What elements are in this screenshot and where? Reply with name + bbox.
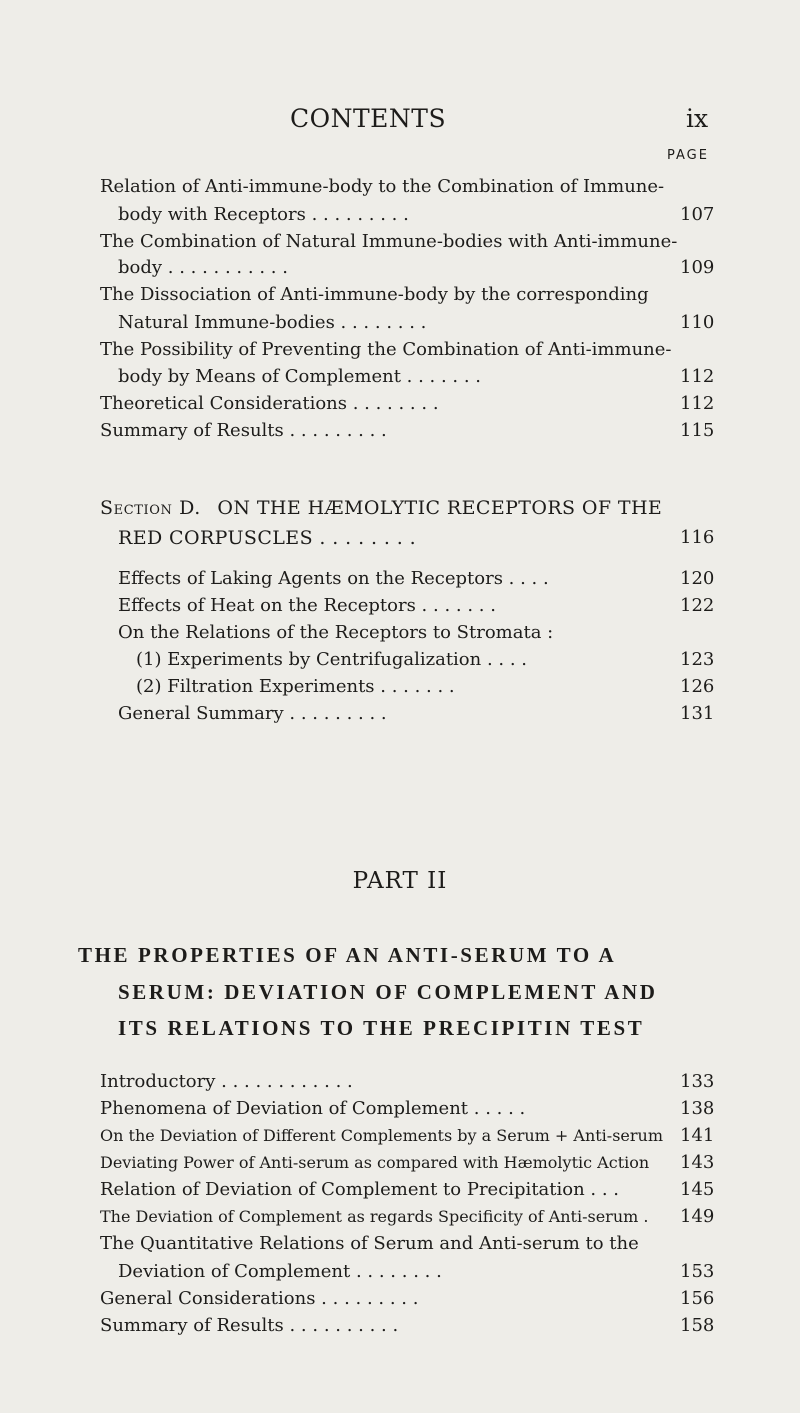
toc-entry-text: Effects of Laking Agents on the Receptors . . . . — [118, 568, 549, 589]
toc-entry-text: body . . . . . . . . . . . — [118, 257, 288, 278]
toc-entry-text: The Possibility of Preventing the Combination of Anti-immune- — [100, 339, 672, 360]
toc-entry-text: Natural Immune-bodies . . . . . . . . — [118, 312, 427, 333]
toc-entry-text: The Quantitative Relations of Serum and Anti-serum to the — [100, 1233, 639, 1254]
section-title-line1: ON THE HÆMOLYTIC RECEPTORS OF THE — [217, 497, 663, 519]
toc-entry-text: Theoretical Considerations . . . . . . . . — [100, 393, 439, 414]
toc-entry-text: Introductory . . . . . . . . . . . . — [100, 1071, 353, 1092]
page-title: CONTENTS — [290, 104, 447, 133]
section-heading — [100, 495, 662, 521]
toc-entry-text: Phenomena of Deviation of Complement . . . . . — [100, 1098, 526, 1119]
toc-entry-page: 110 — [680, 312, 715, 333]
toc-entry-page: 158 — [680, 1315, 715, 1336]
toc-entry-page: 112 — [680, 366, 715, 387]
toc-entry-text: Summary of Results . . . . . . . . . — [100, 420, 387, 441]
toc-entry-page: 149 — [680, 1206, 715, 1227]
toc-entry-text: (1) Experiments by Centrifugalization . . . . — [136, 649, 528, 670]
toc-entry-text: The Deviation of Complement as regards Specificity of Anti-serum . — [100, 1207, 649, 1226]
toc-entry-page: 131 — [680, 703, 715, 724]
toc-entry-page: 122 — [680, 595, 715, 616]
toc-entry-text: (2) Filtration Experiments . . . . . . . — [136, 676, 455, 697]
running-header — [0, 104, 800, 144]
toc-entry-page: 153 — [680, 1261, 715, 1282]
section-title-line2: RED CORPUSCLES . . . . . . . . — [118, 527, 417, 549]
toc-entry-page: 107 — [680, 204, 715, 225]
part-subtitle-line2: SERUM: DEVIATION OF COMPLEMENT AND — [118, 980, 658, 1004]
toc-entry-page: 156 — [680, 1288, 715, 1309]
page-column-label: PAGE — [667, 148, 709, 163]
toc-entry-page: 138 — [680, 1098, 715, 1119]
page-number: ix — [686, 104, 709, 133]
toc-entry-text: General Summary . . . . . . . . . — [118, 703, 387, 724]
toc-entry-text: Summary of Results . . . . . . . . . . — [100, 1315, 399, 1336]
toc-entry-text: Effects of Heat on the Receptors . . . . . . . — [118, 595, 496, 616]
part-subtitle-line1: THE PROPERTIES OF AN ANTI-SERUM TO A — [78, 943, 617, 967]
toc-entry-text: body by Means of Complement . . . . . . . — [118, 366, 482, 387]
toc-entry-page: 109 — [680, 257, 715, 278]
toc-entry-text: Relation of Anti-immune-body to the Combination of Immune- — [100, 176, 665, 197]
toc-entry-page: 115 — [680, 420, 715, 441]
toc-entry-text: Relation of Deviation of Complement to Precipitation . . . — [100, 1179, 620, 1200]
toc-entry-text: On the Relations of the Receptors to Stromata : — [118, 622, 554, 643]
part-title: PART II — [352, 868, 448, 894]
toc-entry-page: 145 — [680, 1179, 715, 1200]
toc-entry-text: On the Deviation of Different Complements by a Serum + Anti-serum — [100, 1126, 664, 1145]
toc-entry-text: body with Receptors . . . . . . . . . — [118, 204, 409, 225]
toc-entry-page: 112 — [680, 393, 715, 414]
toc-entry-text: Deviation of Complement . . . . . . . . — [118, 1261, 442, 1282]
toc-entry-text: The Combination of Natural Immune-bodies with Anti-immune- — [100, 231, 678, 252]
toc-entry-page: 116 — [680, 527, 715, 548]
toc-entry-page: 141 — [680, 1125, 715, 1146]
toc-entry-page: 143 — [680, 1152, 715, 1173]
toc-entry-text: Deviating Power of Anti-serum as compared with Hæmolytic Action — [100, 1153, 650, 1172]
toc-entry-page: 123 — [680, 649, 715, 670]
part-subtitle-line3: ITS RELATIONS TO THE PRECIPITIN TEST — [118, 1016, 645, 1040]
section-label: Section D. — [100, 497, 201, 519]
toc-entry-text: The Dissociation of Anti-immune-body by the corresponding — [100, 284, 649, 305]
toc-entry-page: 133 — [680, 1071, 715, 1092]
toc-entry-text: General Considerations . . . . . . . . . — [100, 1288, 419, 1309]
toc-entry-page: 120 — [680, 568, 715, 589]
toc-entry-page: 126 — [680, 676, 715, 697]
